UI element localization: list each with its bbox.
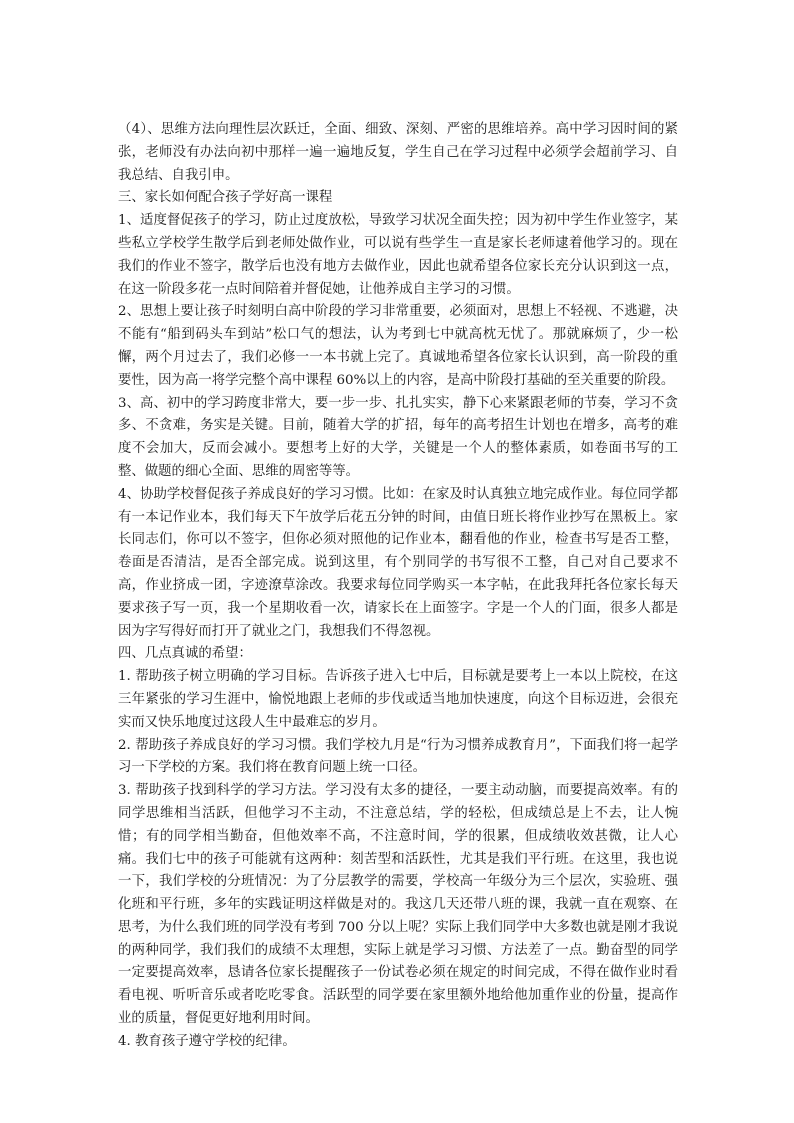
paragraph-point-1: 1、适度督促孩子的学习，防止过度放松，导致学习状况全面失控；因为初中学生作业签字，某些私立学校学生散学后到老师处做作业，可以说有些学生一直是家长老师逮着他学习的。现在我们的作业不签字，散学后也没有地方去做作业，因此也就希望各位家长充分认识到这一点，在这一阶段多花一点时间陪着并督促她，让他养成自主学习的习惯。	[118, 213, 678, 297]
paragraph-hope-3: 3. 帮助孩子找到科学的学习方法。学习没有太多的捷径，一要主动动脑，而要提高效率。有的同学思维相当活跃，但他学习不主动，不注意总结，学的轻松，但成绩总是上不去，让人惋惜；有的同学相当勤奋，但他效率不高，不注意时间，学的很累，但成绩收效甚微，让人心痛。我们七中的孩子可能就有这两种：刻苦型和活跃性，尤其是我们平行班。在这里，我也说一下，我们学校的分班情况：为了分层教学的需要，学校高一年级分为三个层次，实验班、强化班和平行班，多年的实践证明这样做是对的。我这几天还带八班的课，我就一直在观察、在思考，为什么我们班的同学没有考到 700 分以上呢？实际上我们同学中大多数也就是刚才我说的两种同学，我们我们的成绩不太理想，实际上就是学习习惯、方法差了一点。勤奋型的同学一定要提高效率，恳请各位家长提醒孩子一份试卷必须在规定的时间完成，不得在做作业时看看电视、听听音乐或者吃吃零食。活跃型的同学要在家里额外地给他加重作业的份量，提高作业的质量，督促更好地利用时间。	[118, 783, 678, 1027]
paragraph-point-3: 3、高、初中的学习跨度非常大，要一步一步、扎扎实实，静下心来紧跟老师的节奏，学习不贪多、不贪难，务实是关键。目前，随着大学的扩招，每年的高考招生计划也在增多，高考的难度不会加大，反而会减小。要想考上好的大学，关键是一个人的整体素质，如卷面书写的工整、做题的细心全面、思维的周密等等。	[118, 395, 678, 479]
paragraph-point-4: 4、协助学校督促孩子养成良好的学习习惯。比如：在家及时认真独立地完成作业。每位同学都有一本记作业本，我们每天下午放学后花五分钟的时间，由值日班长将作业抄写在黑板上。家长同志们，你可以不签字，但你必须对照他的记作业本，翻看他的作业，检查书写是否工整，卷面是否清洁，是否全部完成。说到这里，有个别同学的书写很不工整，自己对自己要求不高，作业挤成一团，字迹潦草涂改。我要求每位同学购买一本字帖，在此我拜托各位家长每天要求孩子写一页，我一个星期收看一次，请家长在上面签字。字是一个人的门面，很多人都是因为字写得好而打开了就业之门，我想我们不得忽视。	[118, 486, 678, 639]
paragraph-hope-1: 1. 帮助孩子树立明确的学习目标。告诉孩子进入七中后，目标就是要考上一本以上院校，在这三年紧张的学习生涯中，愉悦地跟上老师的步伐或适当地加快速度，向这个目标迈进，会很充实而又快乐地度过这段人生中最难忘的岁月。	[118, 669, 678, 730]
section-heading-hopes: 四、几点真诚的希望：	[118, 646, 252, 662]
paragraph-thinking-method: （4）、思维方法向理性层次跃迁，全面、细致、深刻、严密的思维培养。高中学习因时间的紧张，老师没有办法向初中那样一遍一遍地反复，学生自己在学习过程中必须学会超前学习、自我总结、自我引申。	[118, 122, 678, 183]
paragraph-point-2: 2、思想上要让孩子时刻明白高中阶段的学习非常重要，必须面对，思想上不轻视、不逃避，决不能有“船到码头车到站”松口气的想法，认为考到七中就高枕无忧了。那就麻烦了，少一松懈，两个月过去了，我们必修一一本书就上完了。真诚地希望各位家长认识到，高一阶段的重要性，因为高一将学完整个高中课程 60%以上的内容，是高中阶段打基础的至关重要的阶段。	[118, 304, 678, 388]
document-page	[118, 119, 678, 1054]
paragraph-hope-2: 2. 帮助孩子养成良好的学习习惯。我们学校九月是“行为习惯养成教育月”，下面我们将一起学习一下学校的方案。我们将在教育问题上统一口径。	[118, 737, 678, 776]
section-heading-parents: 三、家长如何配合孩子学好高一课程	[118, 190, 333, 206]
paragraph-hope-4: 4. 教育孩子遵守学校的纪律。	[118, 1033, 296, 1049]
